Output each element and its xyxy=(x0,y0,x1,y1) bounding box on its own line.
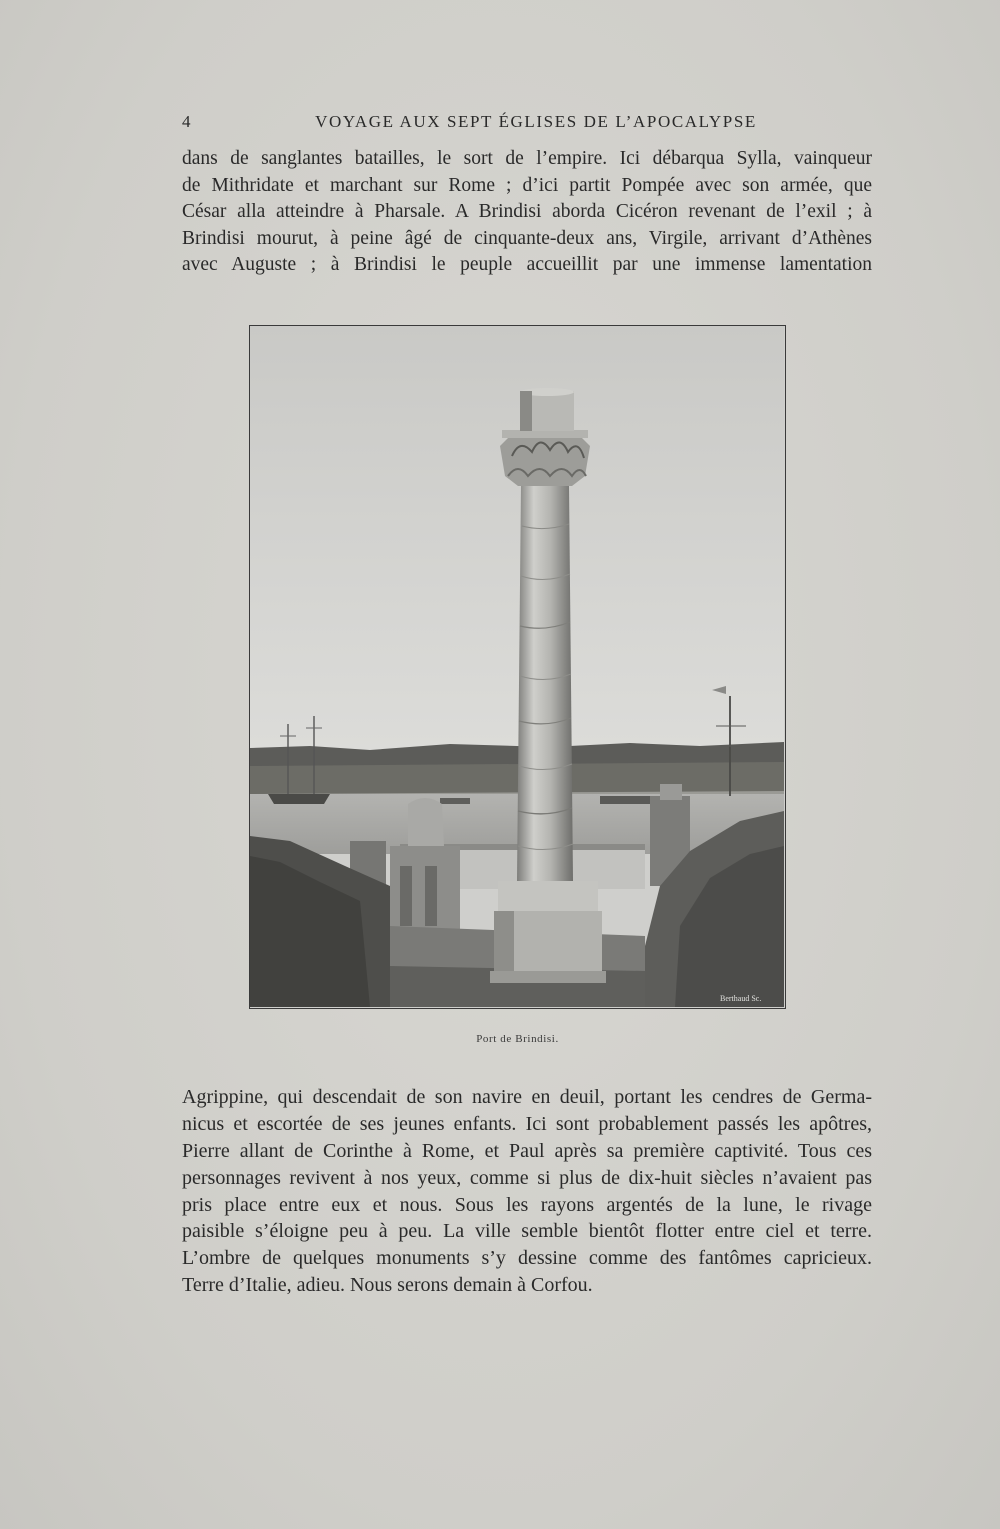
sky xyxy=(250,326,784,751)
text-line: nicus et escortée de ses jeunes enfants. Ici sont probablement passés les apôtres, xyxy=(182,1112,872,1135)
text-line: pris place entre eux et nous. Sous les rayons argentés de la lune, le rivage xyxy=(182,1193,872,1216)
text-line: de Mithridate et marchant sur Rome ; d’ici partit Pompée avec son armée, que xyxy=(182,174,872,196)
column-shaft xyxy=(517,486,573,881)
page-number: 4 xyxy=(182,112,192,131)
column-photograph xyxy=(250,326,784,1007)
corinthian-capital xyxy=(500,430,590,486)
text-line: César alla atteindre à Pharsale. A Brindisi aborda Cicéron revenant de l’exil ; à xyxy=(182,201,872,223)
running-head xyxy=(182,112,872,136)
column-base xyxy=(490,881,606,983)
text-line: Pierre allant de Corinthe à Rome, et Paul après sa première captivité. Tous ces xyxy=(182,1139,872,1162)
figure-caption: Port de Brindisi. xyxy=(476,1033,559,1045)
photograph-plate xyxy=(249,325,786,1009)
running-title: VOYAGE AUX SEPT ÉGLISES DE L’APOCALYPSE xyxy=(315,112,757,131)
text-line: Brindisi mourut, à peine âgé de cinquante-deux ans, Virgile, arrivant d’Athènes xyxy=(182,227,872,249)
paragraph-top xyxy=(182,146,872,279)
column-top-drum xyxy=(520,388,574,431)
text-line: avec Auguste ; à Brindisi le peuple accueillit par une immense lamentation xyxy=(182,254,872,276)
paragraph-bottom xyxy=(182,1084,872,1299)
engraver-signature: Berthaud Sc. xyxy=(720,994,762,1003)
text-line: Terre d’Italie, adieu. Nous serons demain à Corfou. xyxy=(182,1274,593,1297)
text-line: dans de sanglantes batailles, le sort de l’empire. Ici débarqua Sylla, vainqueur xyxy=(182,148,872,169)
text-line: paisible s’éloigne peu à peu. La ville semble bientôt flotter entre ciel et terre. xyxy=(182,1220,872,1243)
text-line: Agrippine, qui descendait de son navire en deuil, portant les cendres de Germa- xyxy=(182,1086,872,1108)
text-line: personnages revivent à nos yeux, comme si plus de dix-huit siècles n’avaient pas xyxy=(182,1166,872,1189)
text-line: L’ombre de quelques monuments s’y dessine comme des fantômes capricieux. xyxy=(182,1247,872,1270)
